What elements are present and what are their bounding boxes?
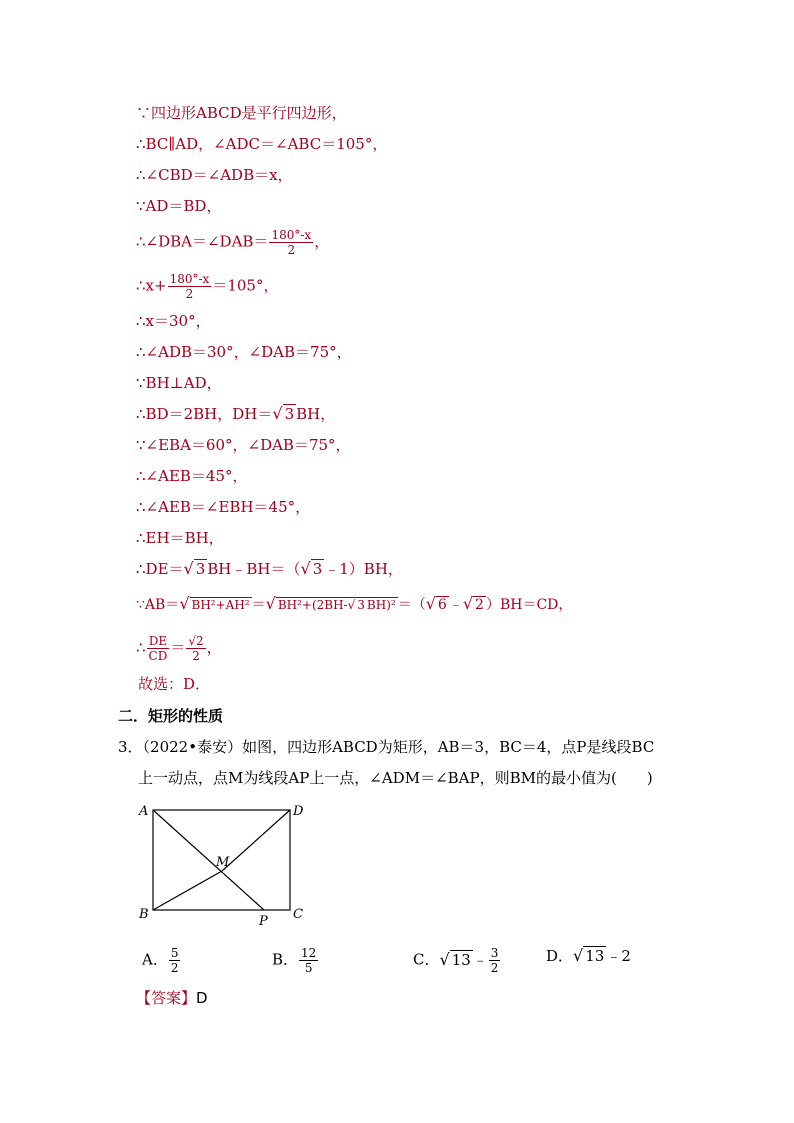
solution-line-18: 故选：D． <box>138 675 211 693</box>
text: ﹣ <box>472 950 488 969</box>
solution-line-16 <box>136 594 572 615</box>
radical-sign: √ <box>179 594 190 613</box>
sqrt <box>439 950 472 970</box>
label-B: B <box>139 907 149 922</box>
sqrt <box>573 946 606 966</box>
radicand: 3 <box>312 560 323 578</box>
radicand: 6 <box>437 597 447 613</box>
text: BH﹣BH＝（ <box>207 560 301 578</box>
geometry-figure <box>130 798 310 930</box>
text: ∴ <box>136 638 146 657</box>
label-A: A <box>139 804 149 819</box>
solution-line-9: ∵BH⊥AD， <box>136 374 222 392</box>
radicand: 2 <box>196 634 204 648</box>
solution-line-4: ∵AD＝BD， <box>136 197 222 215</box>
text: ＝105°， <box>212 276 279 295</box>
radicand: BH²+AH² <box>191 598 250 612</box>
solution-line-13: ∴∠AEB＝∠EBH＝45°， <box>136 498 311 516</box>
solution-line-5 <box>136 228 329 257</box>
option-c[interactable] <box>413 946 501 975</box>
text: BH²+(2BH- <box>277 598 348 612</box>
text: ∵AB＝ <box>136 597 180 613</box>
option-d[interactable] <box>546 946 631 966</box>
radical-sign: √ <box>272 404 283 423</box>
sqrt <box>301 559 325 579</box>
denominator: 2 <box>185 287 194 301</box>
fraction <box>169 946 181 975</box>
numerator: DE <box>147 634 170 649</box>
fraction <box>168 272 212 301</box>
radical-sign: √ <box>573 946 584 965</box>
denominator: 5 <box>304 961 313 975</box>
sqrt <box>266 594 398 615</box>
sqrt <box>463 594 486 615</box>
label-C: C <box>293 907 303 922</box>
numerator <box>186 634 205 649</box>
radicand: 3 <box>357 598 365 612</box>
solution-line-14: ∴EH＝BH， <box>136 529 224 547</box>
radical-sign: √ <box>439 949 450 969</box>
radicand <box>276 597 398 612</box>
fraction <box>269 228 313 257</box>
solution-line-12: ∴∠AEB＝45°， <box>136 467 248 485</box>
denominator: 2 <box>170 961 179 975</box>
denominator: CD <box>148 649 168 663</box>
radicand: 13 <box>451 950 471 969</box>
text: ， <box>206 638 222 657</box>
text: ）BH＝CD， <box>485 597 573 613</box>
fraction <box>147 634 170 663</box>
segment-DM <box>222 810 290 871</box>
sqrt <box>272 404 296 424</box>
text: ， <box>314 232 330 251</box>
fraction <box>186 634 205 663</box>
numerator: 3 <box>490 946 499 960</box>
radicand: 13 <box>585 947 605 965</box>
numerator: 12 <box>301 946 317 960</box>
option-b[interactable] <box>272 946 319 975</box>
radical-sign: √ <box>300 559 311 578</box>
denominator: 2 <box>287 243 296 257</box>
numerator: 5 <box>170 946 179 960</box>
label-M: M <box>216 855 230 870</box>
text: ﹣ <box>448 597 463 613</box>
question-line-2: 上一动点，点M为线段AP上一点，∠ADM＝∠BAP，则BM的最小值为( ) <box>138 769 653 787</box>
radical-sign: √ <box>425 594 436 613</box>
option-label: D． <box>546 947 574 965</box>
segment-BM <box>153 871 222 910</box>
text: BH， <box>296 405 336 423</box>
solution-line-2: ∴BC∥AD，∠ADC＝∠ABC＝105°， <box>136 135 388 153</box>
solution-line-7: ∴x＝30°， <box>136 312 211 330</box>
text: ＝ <box>251 597 266 613</box>
label-D: D <box>293 804 304 819</box>
segment-AP <box>153 810 264 910</box>
sqrt <box>179 594 251 615</box>
text: ＝（ <box>397 597 426 613</box>
option-a[interactable] <box>142 946 181 975</box>
answer-value: D <box>196 989 208 1007</box>
sqrt <box>348 595 367 615</box>
radical-sign: √ <box>462 594 474 613</box>
option-label: B． <box>272 950 299 969</box>
text: ＝ <box>170 638 186 657</box>
option-label: C． <box>413 950 440 969</box>
solution-line-15 <box>136 559 403 579</box>
solution-line-3: ∴∠CBD＝∠ADB＝x， <box>136 166 293 184</box>
denominator: 2 <box>490 961 499 975</box>
solution-line-1: ∵四边形ABCD是平行四边形， <box>136 104 347 122</box>
solution-line-6 <box>136 272 278 301</box>
solution-line-17 <box>136 634 222 663</box>
section-heading: 二．矩形的性质 <box>118 707 224 725</box>
solution-line-8: ∴∠ADB＝30°，∠DAB＝75°， <box>136 343 352 361</box>
label-P: P <box>259 914 268 929</box>
text: ∴BD＝2BH，DH＝ <box>136 405 273 423</box>
radicand: 3 <box>195 560 206 578</box>
solution-line-11: ∵∠EBA＝60°，∠DAB＝75°， <box>136 436 351 454</box>
denominator: 2 <box>192 649 200 663</box>
solution-line-10 <box>136 404 335 424</box>
radicand: 2 <box>475 597 484 613</box>
sqrt <box>184 559 208 579</box>
option-label: A． <box>142 950 168 969</box>
radicand: 3 <box>284 405 295 423</box>
radical-sign: √ <box>347 598 356 612</box>
radical-sign: √ <box>265 594 276 613</box>
text: BH)² <box>366 598 396 612</box>
answer <box>136 988 208 1008</box>
fraction <box>299 946 318 975</box>
text: ∴x+ <box>136 276 167 295</box>
text: ﹣1）BH， <box>324 560 403 578</box>
radical-sign: √ <box>183 559 194 578</box>
radical-sign: √ <box>188 634 197 648</box>
fraction <box>489 946 501 975</box>
numerator: 180°-x <box>169 272 210 286</box>
answer-bracket: 【答案】 <box>136 989 197 1007</box>
text: ﹣2 <box>606 947 631 965</box>
text: ∴DE＝ <box>136 560 184 578</box>
numerator: 180°-x <box>271 228 312 242</box>
text: ∴∠DBA＝∠DAB＝ <box>136 232 269 251</box>
sqrt <box>426 594 449 615</box>
question-line-1: 3．（2022•泰安）如图，四边形ABCD为矩形，AB＝3，BC＝4，点P是线段BC <box>118 738 655 756</box>
